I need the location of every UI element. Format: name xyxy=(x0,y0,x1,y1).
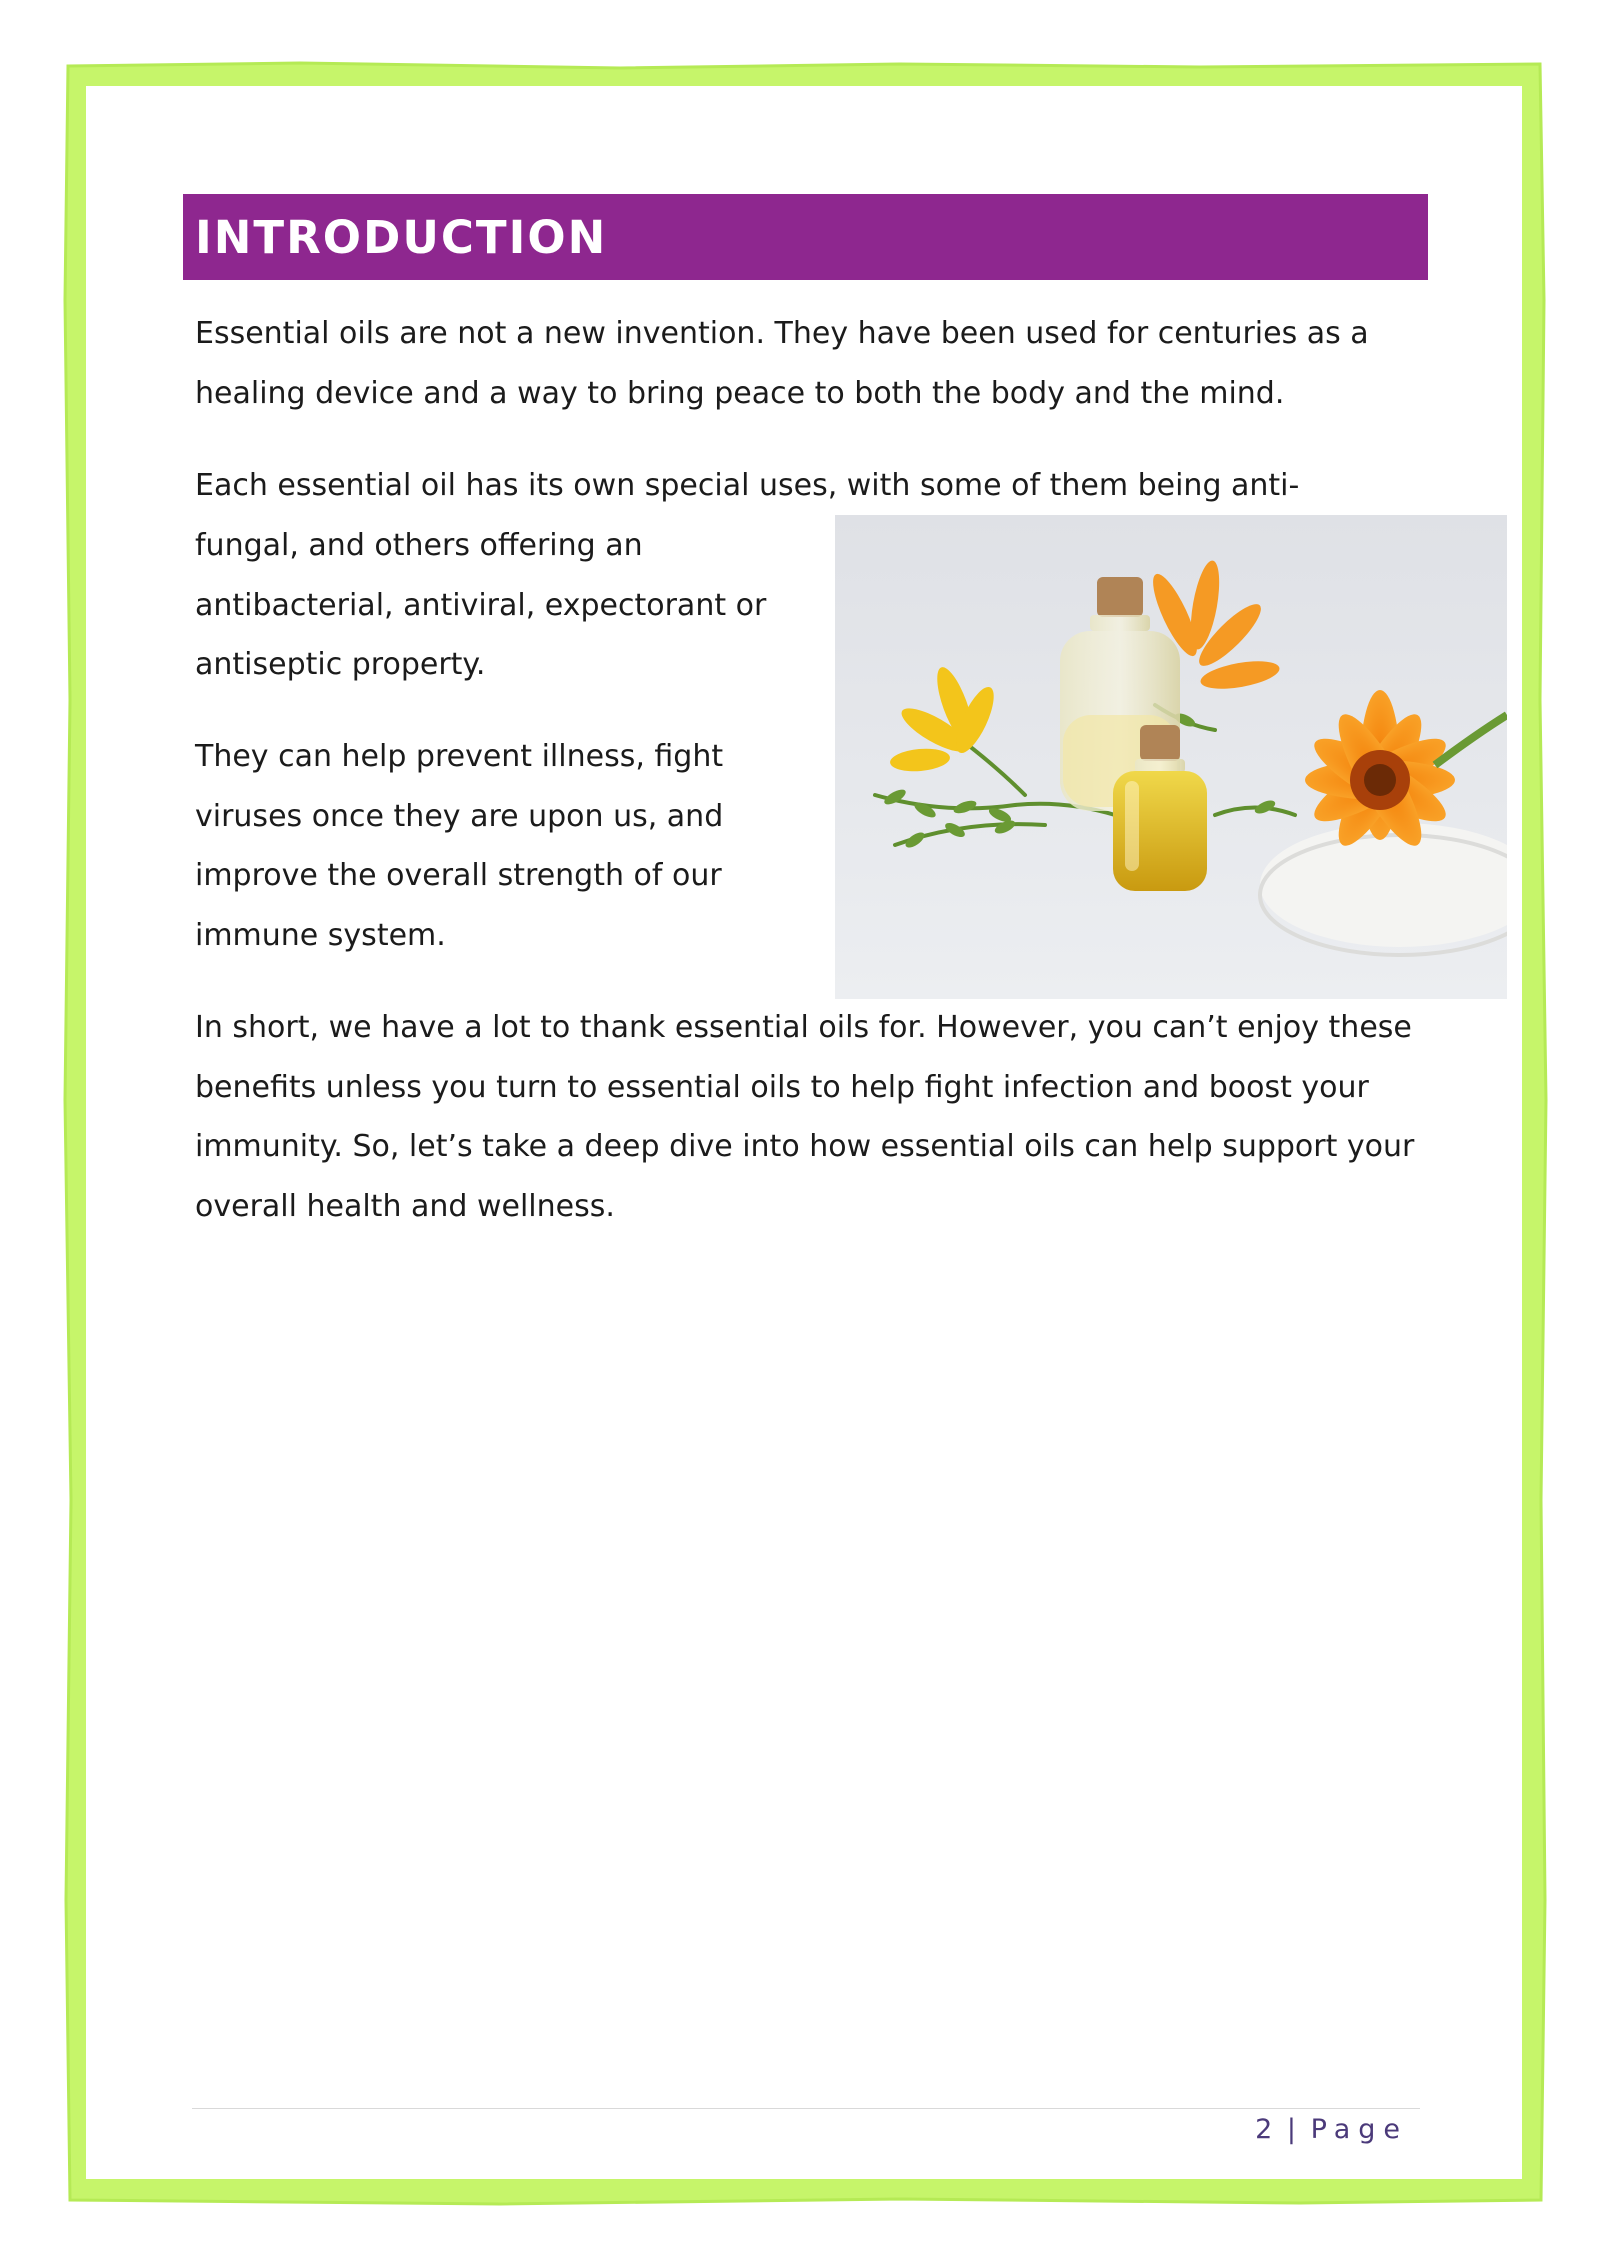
essential-oils-photo xyxy=(835,515,1507,999)
paragraph-summary: In short, we have a lot to thank essential oils for. However, you can’t enjoy these benefits unless you turn to essential oils to help fight infection and boost your immunity. So, let’s take a deep dive into how essential oils can help support your overall health and wellness. xyxy=(195,1010,1415,1224)
footer-divider xyxy=(192,2108,1420,2109)
page-label: Page xyxy=(1310,2114,1408,2145)
paragraph-uses-line1: Each essential oil has its own special uses, with some of them being anti- xyxy=(195,468,1300,503)
page-number-footer xyxy=(1255,2114,1408,2145)
paragraph-uses-rest: fungal, and others offering an antibacterial, antiviral, expectorant or antiseptic property. xyxy=(195,528,767,682)
page-separator: | xyxy=(1286,2114,1300,2145)
section-heading: INTRODUCTION xyxy=(195,210,608,264)
section-heading-bar xyxy=(183,194,1428,280)
page-number: 2 xyxy=(1255,2114,1276,2145)
paragraph-intro: Essential oils are not a new invention. They have been used for centuries as a healing device and a way to bring peace to both the body and the mind. xyxy=(195,316,1369,411)
paragraph-prevent-illness: They can help prevent illness, fight viruses once they are upon us, and improve the overall strength of our immune system. xyxy=(195,739,724,953)
